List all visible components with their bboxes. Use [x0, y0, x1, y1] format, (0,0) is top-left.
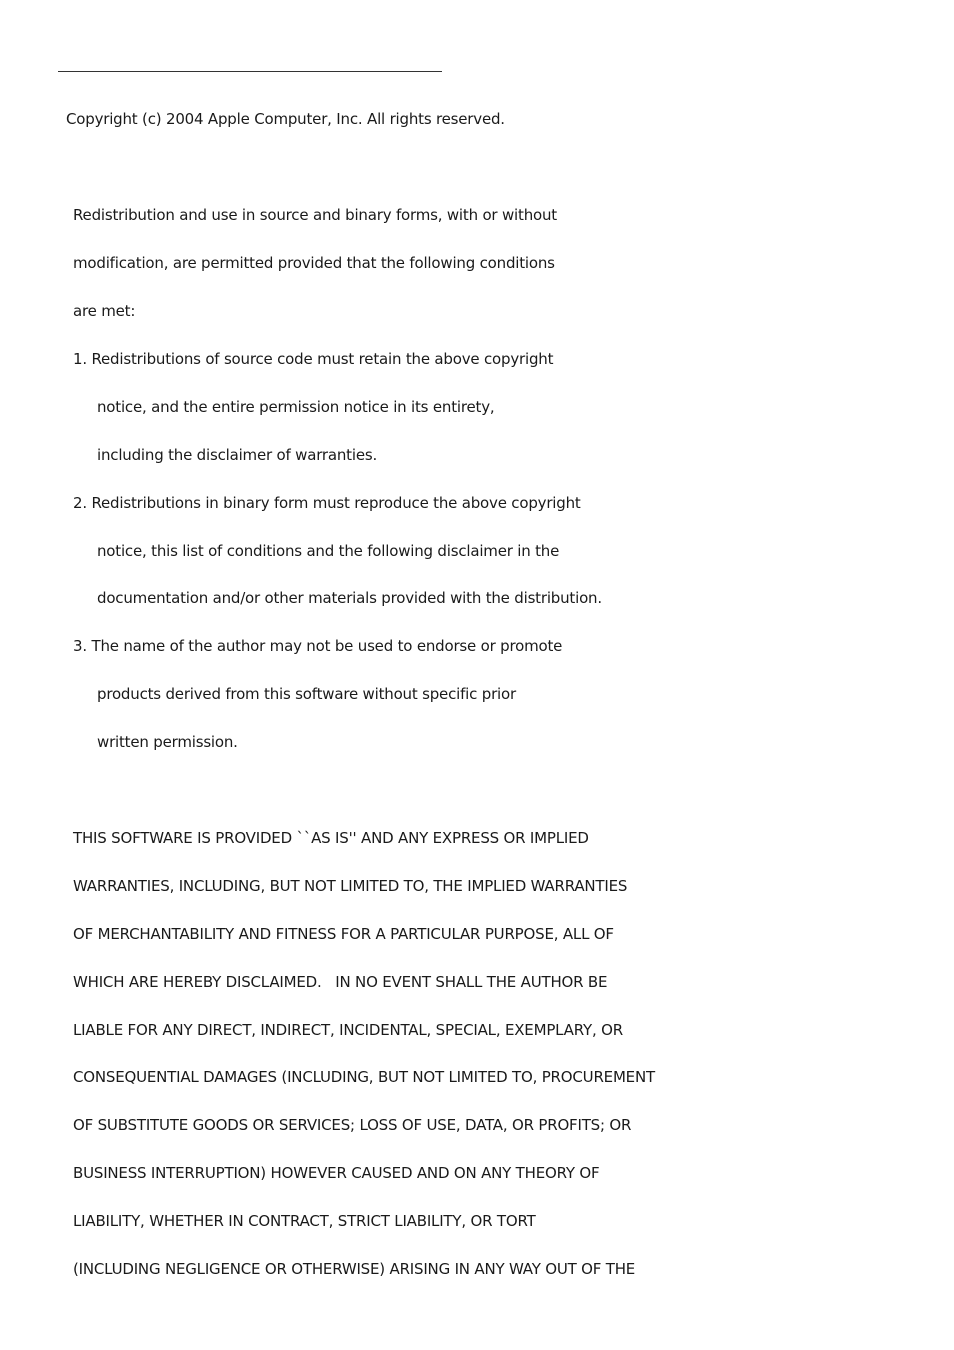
- condition-3-line: written permission.: [97, 733, 238, 751]
- disclaimer-line: LIABILITY, WHETHER IN CONTRACT, STRICT LIABILITY, OR TORT: [73, 1212, 536, 1230]
- condition-2-line: notice, this list of conditions and the following disclaimer in the: [97, 542, 560, 560]
- condition-1-line: including the disclaimer of warranties.: [97, 446, 378, 464]
- condition-3-line: 3. The name of the author may not be used to endorse or promote: [73, 637, 563, 655]
- disclaimer-line: OF SUBSTITUTE GOODS OR SERVICES; LOSS OF USE, DATA, OR PROFITS; OR: [73, 1116, 632, 1134]
- intro-line: modification, are permitted provided that the following conditions: [73, 254, 555, 272]
- disclaimer-line: LIABLE FOR ANY DIRECT, INDIRECT, INCIDENTAL, SPECIAL, EXEMPLARY, OR: [73, 1021, 623, 1039]
- disclaimer-line: THIS SOFTWARE IS PROVIDED ``AS IS'' AND ANY EXPRESS OR IMPLIED: [73, 829, 589, 847]
- condition-1-line: 1. Redistributions of source code must retain the above copyright: [73, 350, 554, 368]
- disclaimer-line: BUSINESS INTERRUPTION) HOWEVER CAUSED AND ON ANY THEORY OF: [73, 1164, 600, 1182]
- copyright-notice: Copyright (c) 2004 Apple Computer, Inc. All rights reserved.: [66, 110, 505, 128]
- condition-3-line: products derived from this software without specific prior: [97, 685, 516, 703]
- disclaimer-line: CONSEQUENTIAL DAMAGES (INCLUDING, BUT NOT LIMITED TO, PROCUREMENT: [73, 1068, 655, 1086]
- disclaimer-line: WARRANTIES, INCLUDING, BUT NOT LIMITED TO, THE IMPLIED WARRANTIES: [73, 877, 628, 895]
- disclaimer-line: (INCLUDING NEGLIGENCE OR OTHERWISE) ARISING IN ANY WAY OUT OF THE: [73, 1260, 636, 1278]
- condition-2-line: 2. Redistributions in binary form must reproduce the above copyright: [73, 494, 581, 512]
- top-rule: [58, 71, 442, 72]
- intro-line: Redistribution and use in source and binary forms, with or without: [73, 206, 557, 224]
- condition-1-line: notice, and the entire permission notice in its entirety,: [97, 398, 495, 416]
- condition-2-line: documentation and/or other materials provided with the distribution.: [97, 589, 602, 607]
- disclaimer-line: OF MERCHANTABILITY AND FITNESS FOR A PARTICULAR PURPOSE, ALL OF: [73, 925, 614, 943]
- disclaimer-line: WHICH ARE HEREBY DISCLAIMED. IN NO EVENT SHALL THE AUTHOR BE: [73, 973, 608, 991]
- intro-line: are met:: [73, 302, 136, 320]
